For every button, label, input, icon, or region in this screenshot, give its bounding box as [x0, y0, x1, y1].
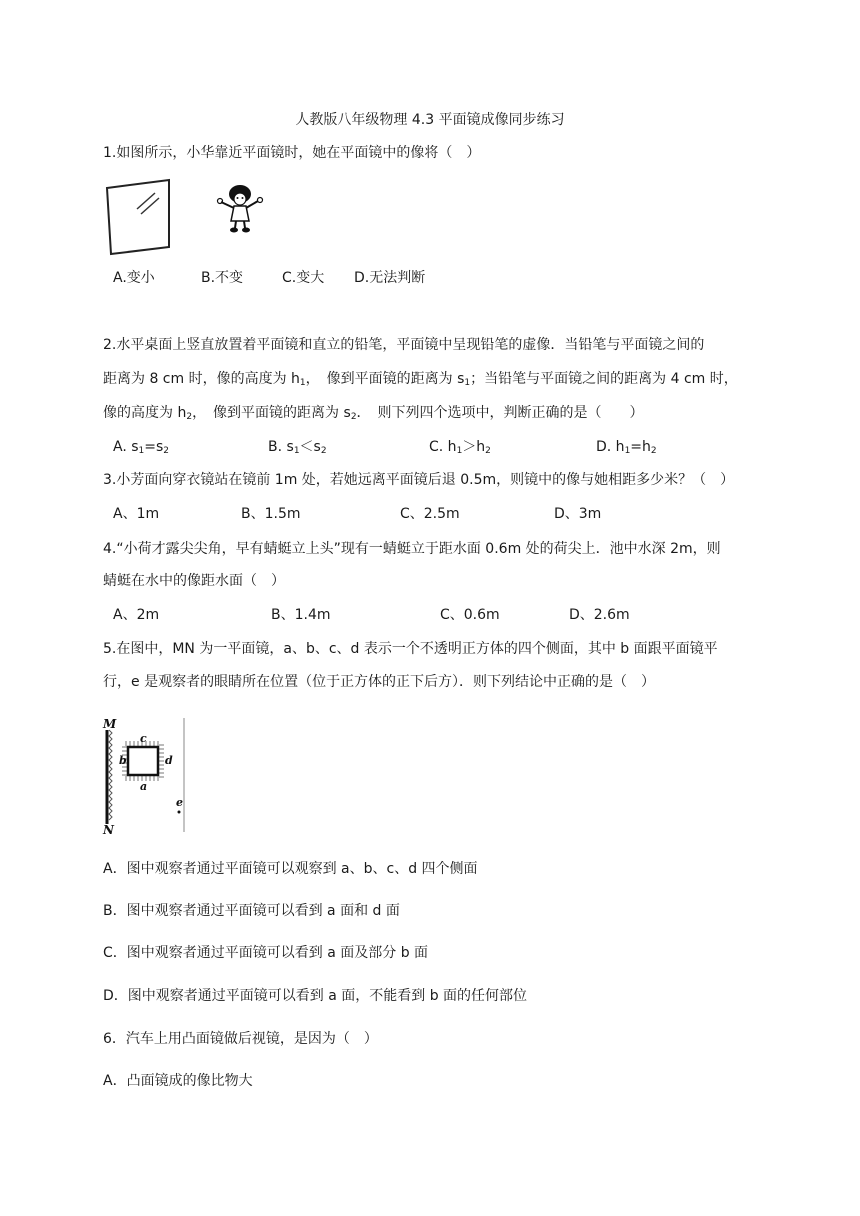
label-n: N [103, 823, 114, 836]
eye-point-icon [178, 811, 181, 814]
q1-option-b[interactable]: B.不变 [201, 270, 244, 286]
q1-option-a[interactable]: A.变小 [113, 270, 155, 286]
q5-stem-line1: 5.在图中，MN 为一平面镜，a、b、c、d 表示一个不透明正方体的四个侧面，其中 b 面跟平面镜平 [103, 641, 718, 657]
q2-option-c[interactable]: C. $h_1>h_2$ [429, 439, 491, 456]
girl-icon [218, 185, 263, 233]
q2-stem-line2: 距离为 8 cm 时，像的高度为 $h_1$， 像到平面镜的距离为 $s_1$；当铅笔与平面镜之间的距离为 4 cm 时， [103, 371, 738, 388]
q4-options [0, 605, 860, 625]
q4-option-b[interactable]: B、1.4m [271, 607, 331, 623]
q4-stem-line1: 4.“小荷才露尖尖角，早有蜻蜓立上头”现有一蜻蜓立于距水面 0.6m 处的荷尖上．池中水深 2m，则 [103, 541, 721, 557]
q5-option-d[interactable]: D．图中观察者通过平面镜可以看到 a 面，不能看到 b 面的任何部位 [103, 988, 528, 1004]
q6-option-a[interactable]: A．凸面镜成的像比物大 [103, 1073, 253, 1089]
q2-option-d[interactable]: D. $h_1=h_2$ [596, 439, 657, 456]
q1-option-c[interactable]: C.变大 [282, 270, 325, 286]
mirror-girl-figure [103, 175, 273, 257]
q2-option-b[interactable]: B. $s_1<s_2$ [268, 439, 327, 456]
q2-option-a[interactable]: A. $s_1=s_2$ [113, 439, 170, 456]
q3-option-c[interactable]: C、2.5m [400, 506, 460, 522]
q2-options [0, 437, 860, 457]
label-m: M [103, 717, 117, 731]
q5-stem-line2: 行，e 是观察者的眼睛所在位置（位于正方体的正下后方）．则下列结论中正确的是（ ） [103, 674, 656, 690]
q4-stem-line2: 蜻蜓在水中的像距水面（ ） [103, 573, 285, 589]
label-d: d [165, 754, 173, 767]
q1-stem: 1.如图所示，小华靠近平面镜时，她在平面镜中的像将（ ） [103, 145, 481, 161]
plane-mirror-icon [107, 180, 169, 254]
q3-stem: 3.小芳面向穿衣镜站在镜前 1m 处，若她远离平面镜后退 0.5m，则镜中的像与她相距多少米？（ ） [103, 472, 735, 488]
q5-option-b[interactable]: B．图中观察者通过平面镜可以看到 a 面和 d 面 [103, 903, 400, 919]
q1-options [0, 268, 860, 288]
label-a: a [140, 780, 148, 793]
cube-square-icon [125, 744, 161, 778]
q4-option-a[interactable]: A、2m [113, 607, 160, 623]
label-e: e [176, 796, 183, 809]
q1-option-d[interactable]: D.无法判断 [354, 270, 426, 286]
q2-stem-line1: 2.水平桌面上竖直放置着平面镜和直立的铅笔，平面镜中呈现铅笔的虚像．当铅笔与平面镜之间的 [103, 337, 705, 353]
q4-option-c[interactable]: C、0.6m [440, 607, 500, 623]
q6-stem: 6．汽车上用凸面镜做后视镜，是因为（ ） [103, 1031, 378, 1047]
mirror-mn-icon [107, 730, 112, 824]
q3-options [0, 504, 860, 524]
q5-option-a[interactable]: A．图中观察者通过平面镜可以观察到 a、b、c、d 四个侧面 [103, 861, 478, 877]
label-b: b [119, 754, 127, 767]
document-title: 人教版八年级物理 4.3 平面镜成像同步练习 [295, 112, 565, 128]
label-c: c [140, 732, 147, 745]
mirror-cube-figure [102, 716, 188, 836]
q2-stem-line3: 像的高度为 $h_2$， 像到平面镜的距离为 $s_2$． 则下列四个选项中，判断正确的是（ ） [103, 405, 644, 422]
q4-option-d[interactable]: D、2.6m [569, 607, 630, 623]
q3-option-d[interactable]: D、3m [554, 506, 602, 522]
q5-option-c[interactable]: C．图中观察者通过平面镜可以看到 a 面及部分 b 面 [103, 945, 429, 961]
q3-option-a[interactable]: A、1m [113, 506, 160, 522]
q3-option-b[interactable]: B、1.5m [241, 506, 301, 522]
